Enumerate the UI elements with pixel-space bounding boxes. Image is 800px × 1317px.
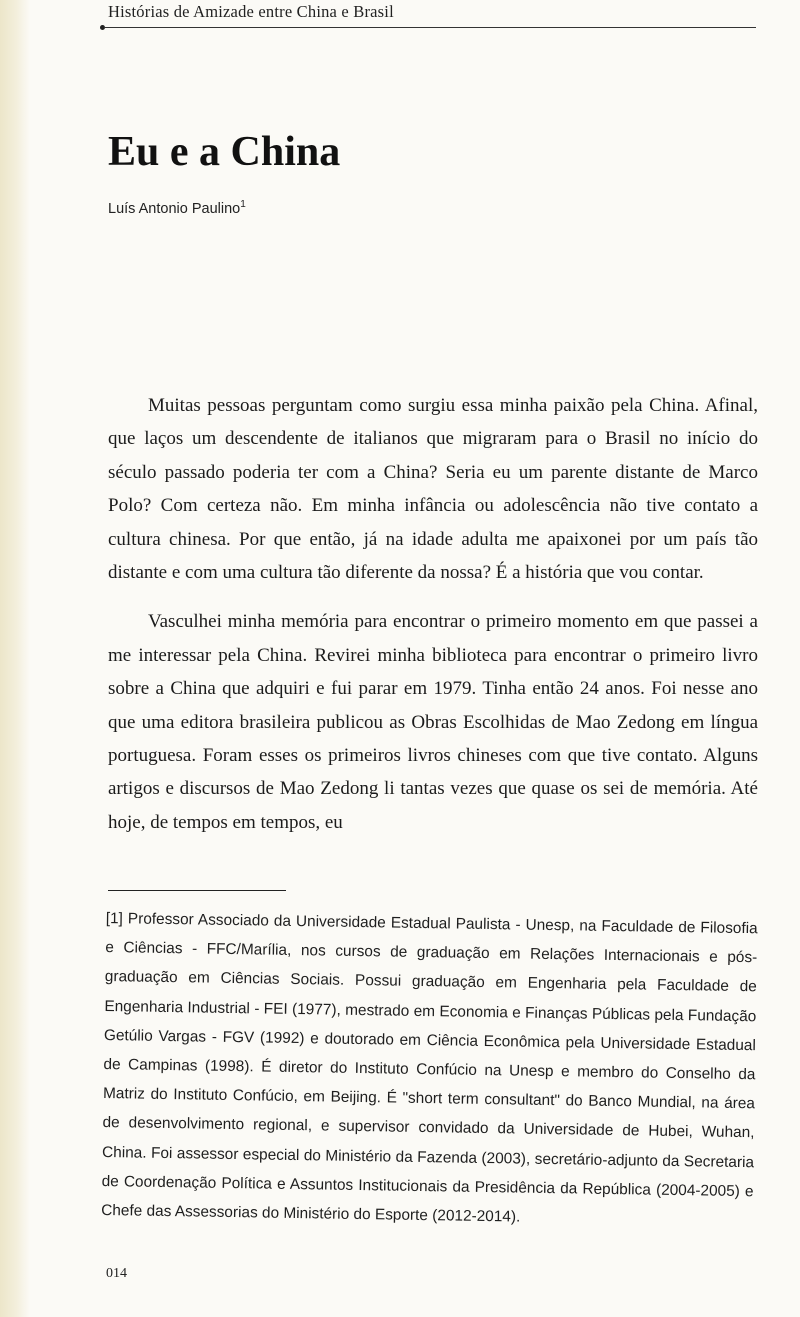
author-line (108, 199, 246, 217)
body-text (108, 389, 758, 855)
page-binding-edge (0, 0, 30, 1317)
footnote-reference: 1 (240, 199, 246, 210)
footnote: [1] Professor Associado da Universidade Estadual Paulista - Unesp, na Faculdade de Filosofia e Ciências - FFC/Marília, nos cursos de graduação em Relações Internacionais e pós-graduação em Ciências Sociais. Possui graduação em Engenharia pela Faculdade de Engenharia Industrial - FEI (1977), mestrado em Economia e Finanças Públicas pela Fundação Getúlio Vargas - FGV (1992) e doutorado em Ciência Econômica pela Universidade Estadual de Campinas (1998). É diretor do Instituto Confúcio na Unesp e membro do Conselho da Matriz do Instituto Confúcio, em Beijing. É "short term consultant" do Banco Mundial, na área de desenvolvimento regional, e supervisor convidado da Universidade de Hubei, Wuhan, China. Foi assessor especial do Ministério da Fazenda (2003), secretário-adjunto da Secretaria de Coordenação Política e Assuntos Institucionais da Presidência da República (2004-2005) e Chefe das Assessorias do Ministério do Esporte (2012-2014). (101, 909, 758, 1226)
footnote-rule (108, 890, 286, 891)
running-head: Histórias de Amizade entre China e Brasil (108, 2, 394, 21)
author-name: Luís Antonio Paulino (108, 201, 241, 217)
page-number: 014 (106, 1266, 127, 1281)
paragraph: Muitas pessoas perguntam como surgiu essa minha paixão pela China. Afinal, que laços um descendente de italianos que migraram para o Brasil no início do século passado poderia ter com a China? Seria eu um parente distante de Marco Polo? Com certeza não. Em minha infância ou adolescência não tive contato a cultura chinesa. Por que então, já na idade adulta me apaixonei por um país tão distante e com uma cultura tão diferente da nossa? É a história que vou contar. (108, 395, 758, 584)
running-head-rule (104, 27, 756, 28)
paragraph: Vasculhei minha memória para encontrar o primeiro momento em que passei a me interessar pela China. Revirei minha biblioteca para encontrar o primeiro livro sobre a China que adquiri e fui parar em 1979. Tinha então 24 anos. Foi nesse ano que uma editora brasileira publicou as Obras Escolhidas de Mao Zedong em língua portuguesa. Foram esses os primeiros livros chineses com que tive contato. Alguns artigos e discursos de Mao Zedong li tantas vezes que quase os sei de memória. Até hoje, de tempos em tempos, eu (108, 611, 758, 833)
chapter-title: Eu e a China (108, 129, 341, 175)
